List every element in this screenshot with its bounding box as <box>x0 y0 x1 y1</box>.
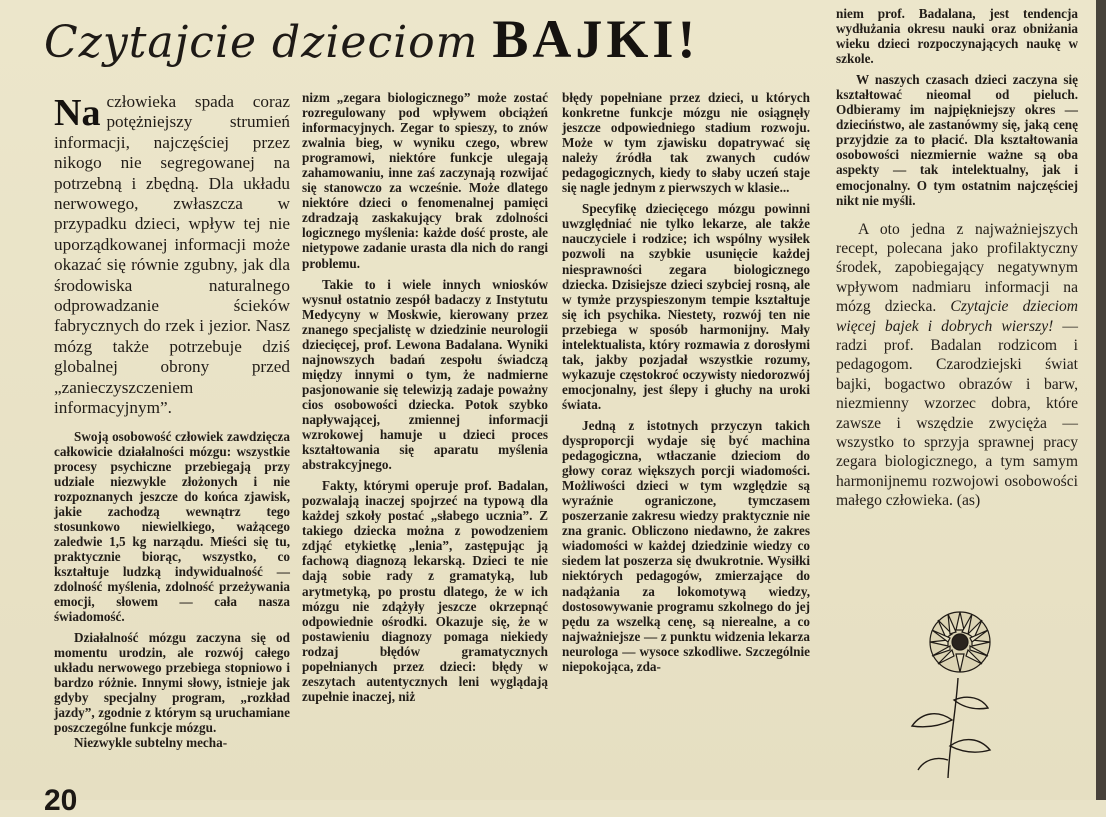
closing-quote: Czytajcie dzieciom więcej bajek i dobrych wierszy! <box>836 298 1079 335</box>
article-headline <box>44 8 824 70</box>
column-3 <box>562 90 810 674</box>
paragraph: Swoją osobowość człowiek zawdzięcza całkowicie działalności mózgu: wszystkie procesy psychiczne przebiegają przy udziale niezwykle złożonych i nie rozpoznanych jeszcze do końca zjawisk, jakie zachodzą wewnątrz tego stosunkowo niewielkiego, ważącego zaledwie 1,5 kg narządu. Mieści się tu, praktycznie biorąc, wszystko, co kształtuje ludzką indywidualność — zdolność myślenia, zdolność przeżywania emocji, słowem — cała nasza świadomość. <box>54 428 290 625</box>
closing-text: — radzi prof. Badalan rodzicom i pedagogom. Czarodziejski świat bajki, bogactwo obrazów i barw, niezmienny wzorzec dobra, które zawsze i wszędzie zwycięża — wszystko to sprzyja sprawnej pracy zegara biologicznego, a tym samym harmonijnemu rozwojowi osobowości małego człowieka. (as) <box>836 317 1078 510</box>
drop-cap: Na <box>54 92 101 134</box>
column-4 <box>836 6 1078 511</box>
chrysanthemum-illustration <box>898 600 1018 780</box>
paragraph: Niezwykle subtelny mecha- <box>74 735 228 751</box>
lead-paragraph <box>54 92 290 419</box>
paragraph: Specyfikę dziecięcego mózgu powinni uwzględniać nie tylko lekarze, ale także nauczyciele i rodzice; ich wspólny wysiłek pozwoli na szybkie usunięcie każdej niesprawności zegara biologicznego dziecka. Dzisiejsze dzieci szybciej rosną, ale w tymże przyspieszonym tempie kształtuje się ich psychika. Niestety, rozwój ten nie przebiega w sposób harmonijny. Mały intelektualista, który rozmawia z dorosłymi tak, jakby pozjadał wszystkie rozumy, wykazuje częstokroć oczywisty niedorozwój emocjonalny, jest ślepy i głuchy na uroki świata. <box>562 201 810 412</box>
paragraph: nizm „zegara biologicznego” może zostać rozregulowany pod wpływem obciążeń informacyjnych. Zegar to spieszy, to znów zwalnia bieg, w wyniku czego, wbrew programowi, niektóre funkcje ulegają zahamowaniu, inne zaś zaczynają rozwijać się stanowczo za wcześnie. Może dlatego niektóre dzieci o fenomenalnej pamięci zdradzają zaskakujący brak zdolności logicznego myślenia: każde dość proste, ale nietypowe zadanie urasta dla nich do rangi problemu. <box>302 90 548 271</box>
paragraph: Jedną z istotnych przyczyn takich dysproporcji wydaje się być machina pedagogiczna, wtłaczanie dzieciom do głowy coraz większych porcji wiadomości. Możliwości dzieci w tym względzie są wyraźnie ograniczone, tymczasem poszerzanie zakresu wiedzy praktycznie nie zna granic. Obliczono niedawno, że zakres wiadomości w każdej dziedzinie wiedzy co siedem lat poszerza się dwukrotnie. Wysiłki niektórych pedagogów, zmierzające do nadążania za lokomotywą wiedzy, dostosowywanie programu szkolnego do jej pędu za wszelką cenę, są nierealne, a co najważniejsze — z punktu widzenia lekarza neurologa — wysoce szkodliwe. Szczególnie niepokojąca, zda- <box>562 417 810 674</box>
paragraph: W naszych czasach dzieci zaczyna się kształtować nieomal od pieluch. Odbieramy im najpiękniejszy okres — dzieciństwo, ale zastanówmy się, jaką cenę przyjdzie za to płacić. Dla kształtowania osobowości niezmiernie ważne są oba aspekty — tak intelektualny, jak i emocjonalny. O tym ostatnim najczęściej nikt nie myśli. <box>836 72 1078 208</box>
page-edge-shadow <box>1096 0 1106 800</box>
closing-text: A oto jedna z najważniejszych recept, polecana jako profilaktyczny środek, zapobiegający negatywnym wpływom nadmiaru informacji na mózg dziecka. <box>836 220 1078 316</box>
paragraph: błędy popełniane przez dzieci, u których konkretne funkcje mózgu nie osiągnęły jeszcze odpowiedniego stadium rozwoju. Może w tym zjawisku dopatrywać się należy źródła tak zwanych cudów pedagogicznych, kiedy to słaby uczeń staje się nagle jednym z pierwszych w klasie... <box>562 90 810 196</box>
column-1-body <box>54 429 290 751</box>
headline-caps: BAJKI! <box>492 9 700 69</box>
lead-text: człowieka spada coraz potężniejszy strumień informacji, najczęściej przez nikogo nie segregowanej na potrzebną i zbędną. Dla układu nerwowego, zwłaszcza w przypadku dzieci, wpływ tej nie uporządkowanej informacji może okazać się równie zgubny, jak dla środowiska naturalnego odprowadzanie ścieków fabrycznych do rzek i jezior. Nasz mózg także potrzebuje dziś globalnej obrony przed „zanieczyszczeniem informacyjnym”. <box>54 92 290 418</box>
paragraph: Takie to i wiele innych wniosków wysnuł ostatnio zespół badaczy z Instytutu Medycyny w Moskwie, kierowany przez znanego specjalistę w dziedzinie neurologii dziecięcej, prof. Lewona Badalana. Wyniki najnowszych badań zespołu świadczą między innymi o tym, że nadmierne pasjonowanie się telewizją zadaje poważny cios osobowości dziecka. Potok szybko napływającej, zmiennej informacji wzrokowej hamuje u dzieci proces kształtowania się aparatu myślenia abstrakcyjnego. <box>302 276 548 473</box>
paragraph: Fakty, którymi operuje prof. Badalan, pozwalają inaczej spojrzeć na typową dla każdej szkoły postać „słabego ucznia”. Z takiego dziecka można z powodzeniem zdjąć etykietkę „lenia”, zastępując ją fachową diagnozą lekarską. Dzieci te nie dają sobie rady z gramatyką, lub arytmetyką, po prostu dlatego, że w ich mózgu nie zdążyły jeszcze okrzepnąć odpowiednie ośrodki. Okazuje się, że w postawieniu diagnozy pomaga niekiedy rodzaj błędów gramatycznych popełnianych przez dzieci: błędy w zeszytach autentycznych leni wyglądają zupełnie inaczej, niż <box>302 478 548 704</box>
column-1 <box>54 92 290 750</box>
column-2 <box>302 90 548 704</box>
paragraph: niem prof. Badalana, jest tendencja wydłużania okresu nauki oraz obniżania wieku dzieci rozpoczynających naukę w szkole. <box>836 6 1078 67</box>
paragraph: Działalność mózgu zaczyna się od momentu urodzin, ale rozwój całego układu nerwowego przebiega stopniowo i bardzo różnie. Innymi słowy, istnieje jak gdyby specjalny program, „rozkład jazdy”, zgodnie z którym są uruchamiane poszczególne funkcje mózgu. <box>54 630 290 736</box>
page-number: 20 <box>44 784 78 817</box>
headline-script: Czytajcie dzieciom <box>44 17 479 68</box>
closing-paragraph <box>836 220 1078 511</box>
